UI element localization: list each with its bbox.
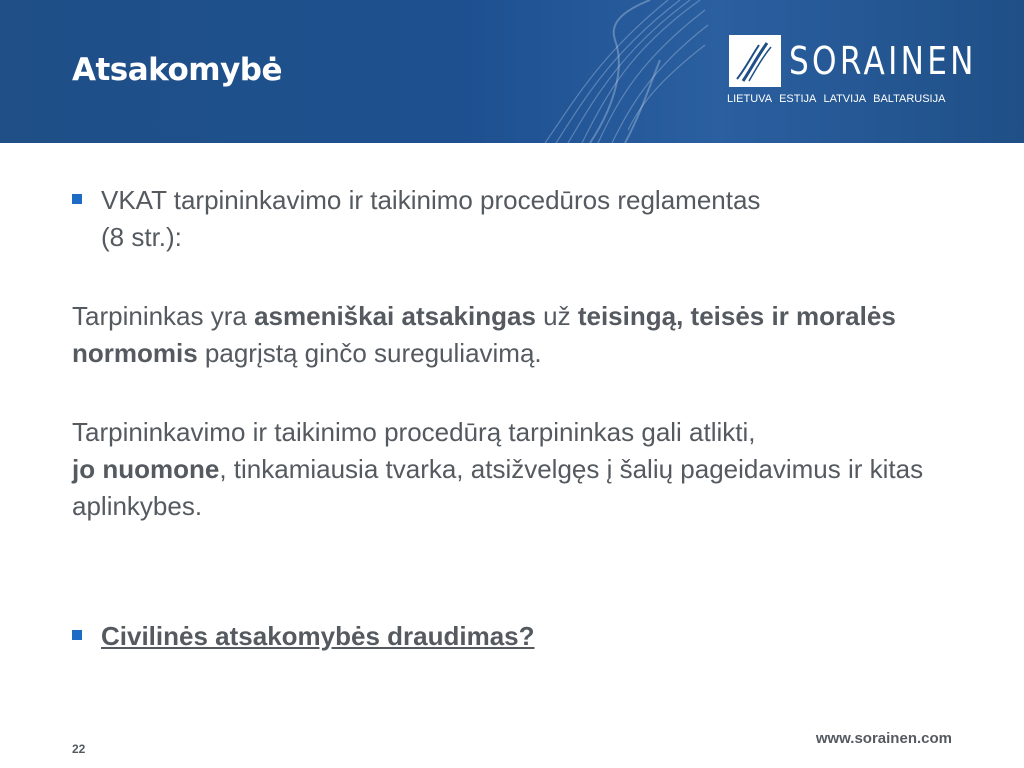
paragraph2-text-2: , tinkamiausia tvarka, atsižvelgęs į šalių pageidavimus ir kitas aplinkybes.: [72, 454, 924, 521]
website-url[interactable]: www.sorainen.com: [815, 730, 952, 747]
paragraph-procedure-conduct: [72, 414, 952, 525]
country-belarus: BALTARUSIJA: [873, 93, 946, 105]
paragraph-mediator-responsibility: [72, 298, 952, 372]
slide-header: [0, 0, 1024, 143]
country-latvia: LATVIJA: [823, 93, 867, 105]
bullet-vkat-reglamentas: [72, 182, 952, 256]
sorainen-wordmark: SORAINEN: [789, 39, 977, 83]
paragraph1-text-2: už: [535, 301, 578, 331]
slide-title: Atsakomybė: [72, 52, 282, 88]
paragraph1-text-1: Tarpininkas yra: [72, 301, 255, 331]
square-bullet-icon: [72, 630, 82, 640]
page-number: 22: [72, 742, 86, 756]
bullet-civil-liability-insurance: [72, 618, 952, 655]
square-bullet-icon: [72, 194, 82, 204]
logo-countries: [727, 93, 953, 105]
country-estonia: ESTIJA: [779, 93, 817, 105]
country-lithuania: LIETUVA: [727, 93, 773, 105]
paragraph1-text-3: pagrįstą ginčo sureguliavimą.: [197, 338, 542, 368]
sorainen-logo-mark: [729, 35, 781, 87]
paragraph1-bold-2: teisingą, teisės ir moralės normomis: [72, 301, 896, 368]
logo-stroke-icon: [729, 35, 781, 87]
paragraph2-text-1: Tarpininkavimo ir taikinimo procedūrą tarpininkas gali atlikti,: [72, 417, 756, 447]
civil-liability-insurance-link[interactable]: Civilinės atsakomybės draudimas?: [101, 621, 535, 651]
bullet1-line1: VKAT tarpininkavimo ir taikinimo procedūros reglamentas: [101, 185, 761, 215]
bullet1-line2: (8 str.):: [101, 222, 182, 252]
paragraph2-bold-1: jo nuomone: [72, 454, 220, 484]
paragraph1-bold-1: asmeniškai atsakingas: [254, 301, 536, 331]
